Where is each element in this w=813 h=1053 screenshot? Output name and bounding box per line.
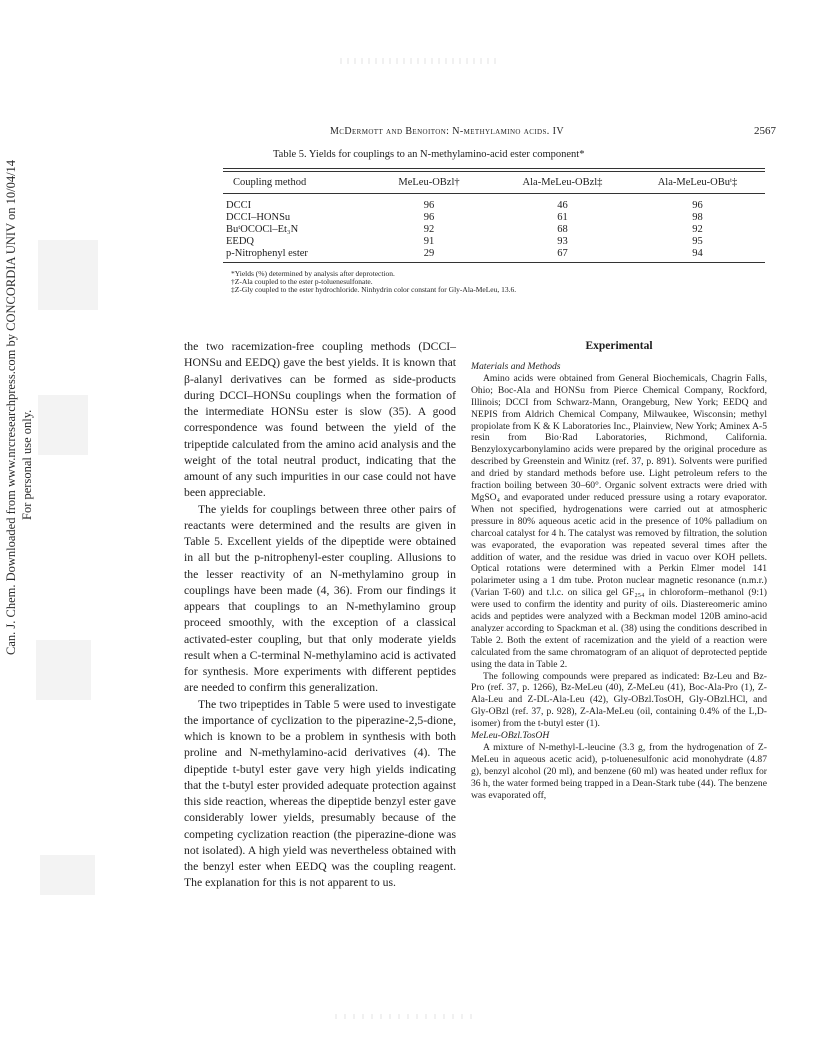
table-rule-bottom [223, 262, 765, 263]
column-header: Coupling method [233, 177, 307, 188]
footnote: †Z-Ala coupled to the ester p-toluenesulfonate. [231, 277, 373, 286]
margin-ghost-3 [36, 640, 91, 700]
table-row [223, 212, 765, 224]
table-row [223, 193, 765, 212]
section-title: Experimental [585, 340, 653, 352]
left-column [184, 339, 456, 892]
paragraph: The yields for couplings between three other pairs of reactants were determined and the results are given in Table 5. Excellent yields of the dipeptide were obtained in all but the p-nitrophenyl-ester coupling. Allusions to the lesser reactivity of an N-methylamino group in couplings have been made (4, 36). From our findings it appears that couplings to an N-methylamino group proceed smoothly, with the exception of a classical activated-ester coupling, but that only moderate yields result when a C-terminal N-methylamino acid is activated for synthesis. More experiments with different peptides are needed to confirm this generalization. [184, 502, 456, 695]
table-cell: 96 [692, 200, 703, 211]
table-cell: 92 [692, 224, 703, 235]
paragraph: the two racemization-free coupling methods (DCCI–HONSu and EEDQ) gave the best yields. It is known that β-alanyl derivatives can be formed as side-products during DCCI–HONSu couplings when the formation of the intermediate HONSu ester is slow (35). A good correspondence was found between the yield of the tripeptide calculated from the amino acid analysis and the weight of the total neutral product, indicating that the amount of any such impurities in our case could not have been appreciable. [184, 340, 456, 500]
paragraph: A mixture of N-methyl-L-leucine (3.3 g, from the hydrogenation of Z-MeLeu in aqueous acetic acid), p-toluenesulfonic acid monohydrate (4.87 g), benzyl alcohol (20 ml), and benzene (60 ml) was heated under reflux for 36 h, the water formed being trapped in a Dean-Stark tube (44). The benzene was evaporated off, [471, 742, 767, 801]
right-column [471, 339, 767, 802]
table-cell: 61 [557, 212, 568, 223]
table-row [223, 248, 765, 260]
paragraph: Amino acids were obtained from General Biochemicals, Chagrin Falls, Ohio; Boc-Ala and HONSu from Pierce Chemical Company, Rockford, Illinois; DCCI from Schwarz-Mann, Orangeburg, New York; EEDQ and NEPIS from Aldrich Chemical Company, Milwaukee, Wisconsin; methyl propiolate from K & K Laboratories Inc., Plainview, New York; Aminex A-5 resin from Bio·Rad Laboratories, Richmond, California. Benzyloxycarbonylamino acids were prepared by the original procedure as described by Greenstein and Winitz (ref. 37, p. 891). Solvents were purified and dried by standard methods before use. Light petroleum refers to the fraction boiling between 30–60°. Organic solvent extracts were dried with MgSO₄ and evaporated under reduced pressure using a rotary evaporator. When not specified, hydrogenations were carried out at atmospheric pressure in 80% aqueous acetic acid in the presence of 10% palladium on charcoal catalyst for 4 h. The catalyst was removed by filtration, the solution was evaporated, the evaporation was repeated several times after the addition of water, and the residue was dried in vacuo over KOH pellets. Optical rotations were determined with a Perkin Elmer model 141 polarimeter using a 1 dm tube. Proton nuclear magnetic resonance (n.m.r.) (Varian T-60) and t.l.c. on silica gel GF₂₅₄ in chloroform–methanol (9:1) were used to confirm the identity and purity of oils. Diastereomeric amino acids and peptides were analyzed with a Beckman model 120B amino-acid analyzer according to Spackman et al. (38) using the conditions described in Table 2. Both the extent of racemization and the yield of a reaction were calculated from the same chromatogram of an aliquot of deprotected peptide using the data in Table 2. [471, 372, 767, 670]
table-cell: 98 [692, 212, 703, 223]
table-cell: 92 [423, 224, 435, 235]
table-header-row [223, 174, 765, 193]
table-cell: DCCI–HONSu [226, 212, 291, 223]
table-cell: 95 [692, 236, 703, 247]
table-cell: 67 [557, 248, 568, 259]
personal-use-notice: For personal use only. [20, 409, 34, 520]
margin-ghost-4 [40, 855, 95, 895]
margin-ghost-2 [38, 395, 88, 455]
yields-table [223, 174, 765, 260]
paragraph: The two tripeptides in Table 5 were used to investigate the importance of cyclization to the piperazine-2,5-dione, which is known to be a problem in synthesis with both proline and N-methylamino-acid derivatives (4). The dipeptide t-butyl ester gave very high yields indicating that the t-butyl ester provided adequate protection against this side reaction, whereas the dipeptide benzyl ester gave considerably lower yields, presumably because of the competing cyclization reaction (the piperazine-dione was not isolated). A high yield was nevertheless obtained with the benzyl ester when EEDQ was the coupling reagent. The explanation for this is not apparent to us. [184, 697, 456, 890]
table-row [223, 224, 765, 236]
scan-artifact-bottom [335, 1014, 475, 1019]
table-cell: DCCI [226, 200, 252, 211]
table-rule-top-2 [223, 171, 765, 172]
column-header: Ala-MeLeu-OBuᵗ‡ [657, 177, 738, 188]
subsection-title: Materials and Methods [471, 361, 561, 372]
table-cell: 91 [423, 236, 435, 247]
table-row [223, 236, 765, 248]
table-caption: Table 5. Yields for couplings to an N-methylamino-acid ester component* [273, 149, 585, 160]
table-cell: EEDQ [226, 236, 254, 247]
table-cell: 96 [423, 200, 435, 211]
table-cell: 46 [557, 200, 568, 211]
page-number: 2567 [754, 125, 776, 137]
download-notice: Can. J. Chem. Downloaded from www.nrcresearchpress.com by CONCORDIA UNIV on 10/04/14 [4, 159, 18, 655]
running-title: McDermott and Benoiton: N-methylamino acids. IV [330, 126, 564, 137]
table-cell: 68 [557, 224, 568, 235]
table-footnotes [231, 270, 516, 294]
table-cell: 94 [692, 248, 703, 259]
table-cell: BuᵗOCOCl–Et₃N [226, 224, 299, 235]
footnote: *Yields (%) determined by analysis after deprotection. [231, 269, 395, 278]
paragraph: The following compounds were prepared as indicated: Bz-Leu and Bz-Pro (ref. 37, p. 1266), Bz-MeLeu (40), Z-MeLeu (41), Boc-Ala-Pro (1), Z-Ala-Leu and Z-DL-Ala-Leu (42), Gly-OBzl.TosOH, Gly-OBzl.HCl, and Gly-OBzl (ref. 37, p. 928), Z-Ala-MeLeu (oil, containing 0.4% of the L,D-isomer) from the t-butyl ester (1). [471, 670, 767, 730]
column-header: Ala-MeLeu-OBzl‡ [522, 177, 603, 188]
column-header: MeLeu-OBzl† [398, 177, 460, 188]
scan-artifact-top [340, 58, 500, 64]
table-cell: 93 [557, 236, 568, 247]
footnote: ‡Z-Gly coupled to the ester hydrochloride. Ninhydrin color constant for Gly-Ala-MeLeu, 13.6. [231, 285, 517, 294]
table-cell: p-Nitrophenyl ester [226, 248, 308, 259]
margin-ghost-1 [38, 240, 98, 310]
table-cell: 29 [423, 248, 435, 259]
table-cell: 96 [423, 212, 435, 223]
table-rule-top-1 [223, 168, 765, 169]
subsection-title: MeLeu-OBzl.TosOH [471, 730, 550, 742]
